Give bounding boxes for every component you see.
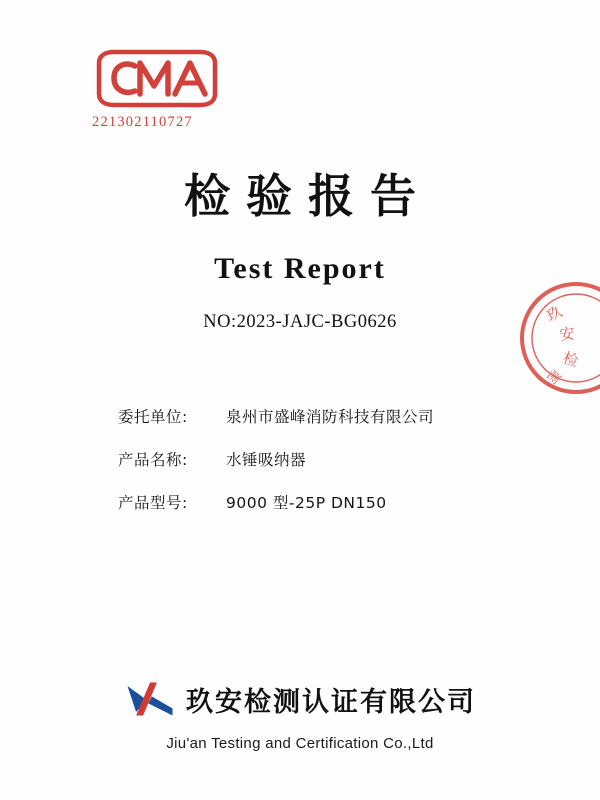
list-item	[118, 448, 498, 470]
list-item	[118, 491, 498, 513]
svg-text:检: 检	[560, 348, 581, 371]
svg-text:玖: 玖	[543, 302, 566, 326]
cma-mark-block	[92, 48, 242, 131]
info-value-client: 泉州市盛峰消防科技有限公司	[226, 408, 435, 426]
info-label-product-model: 产品型号:	[118, 494, 188, 512]
info-label-client: 委托单位:	[118, 408, 188, 426]
page-title-english: Test Report	[214, 252, 386, 285]
info-value-product-model: 9000 型-25P DN150	[226, 494, 387, 512]
company-name-chinese: 玖安检测认证有限公司	[186, 686, 476, 718]
svg-text:测: 测	[543, 367, 564, 388]
company-logo-icon	[124, 677, 176, 721]
info-value-product-name: 水锤吸纳器	[226, 451, 307, 469]
official-seal-icon	[516, 278, 600, 398]
report-number: NO:2023-JAJC-BG0626	[203, 312, 397, 332]
footer	[0, 677, 600, 752]
svg-text:安: 安	[558, 324, 576, 344]
footer-brand	[0, 677, 600, 721]
list-item	[118, 405, 498, 427]
company-name-english: Jiu'an Testing and Certification Co.,Ltd	[166, 735, 434, 752]
page-title-chinese: 检验报告	[184, 169, 432, 223]
report-info-list	[118, 405, 498, 534]
info-label-product-name: 产品名称:	[118, 451, 188, 469]
cma-certificate-number: 221302110727	[92, 114, 193, 130]
cma-logo-icon	[92, 48, 222, 110]
